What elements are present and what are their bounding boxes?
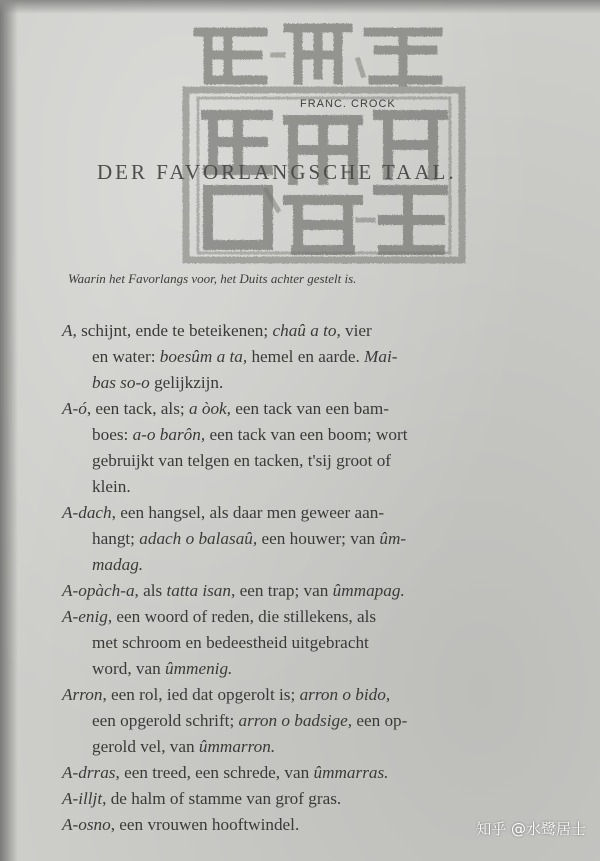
headword: A-ó: [62, 399, 87, 418]
favorlang-phrase: ûmmapag.: [332, 581, 405, 600]
favorlang-phrase: bas so-o: [92, 373, 150, 392]
favorlang-phrase: ûmmarron.: [198, 737, 276, 756]
dutch-gloss: , een woord of reden, die stillekens, als: [107, 607, 377, 626]
entry-line: [62, 656, 542, 682]
headword: A-enig: [62, 607, 108, 626]
dutch-gloss: gerold vel, van: [92, 737, 199, 756]
dictionary-entry: [62, 812, 542, 838]
favorlang-phrase: Mai-: [364, 347, 398, 366]
headword: A: [62, 321, 73, 340]
dutch-gloss: hangt;: [92, 529, 140, 548]
dutch-gloss: een opgerold schrift;: [92, 711, 239, 730]
page-shadow-left: [0, 0, 18, 861]
entry-line: [62, 734, 542, 760]
page-title: DER FAVORLANGSCHE TAAL.: [97, 160, 457, 184]
dutch-gloss: gelijkzijn.: [149, 373, 224, 392]
entry-line: [62, 552, 542, 578]
watermark: [476, 818, 586, 839]
headword: A-opàch-a: [62, 581, 135, 600]
dutch-gloss: met schroom en bedeestheid uitgebracht: [92, 633, 369, 652]
dictionary-entry: [62, 786, 542, 812]
entry-line: [62, 500, 542, 526]
dictionary-entry: [62, 318, 542, 396]
entry-line: [62, 578, 542, 604]
favorlang-phrase: adach o balasaû,: [139, 529, 258, 548]
favorlang-phrase: tatta isan,: [166, 581, 236, 600]
dutch-gloss: vier: [340, 321, 372, 340]
entry-line: [62, 812, 542, 838]
dutch-gloss: , een treed, een schrede, van: [115, 763, 314, 782]
dutch-gloss: een houwer; van: [257, 529, 380, 548]
dutch-gloss: , een hangsel, als daar men geweer aan-: [111, 503, 385, 522]
headword: A-osno: [62, 815, 111, 834]
dutch-gloss: word, van: [92, 659, 166, 678]
entry-line: [62, 630, 542, 656]
entry-line: [62, 344, 542, 370]
watermark-text: 知乎 @水鹭居士: [476, 820, 586, 838]
headword: A-dach: [62, 503, 112, 522]
dutch-gloss: , een vrouwen hooftwindel.: [110, 815, 300, 834]
favorlang-phrase: ûmmarras.: [313, 763, 389, 782]
favorlang-phrase: a òok,: [188, 399, 231, 418]
dutch-gloss: een tack van een boom; wort: [205, 425, 408, 444]
entry-line: [62, 318, 542, 344]
dutch-gloss: , de halm of stamme van grof gras.: [102, 789, 342, 808]
dictionary-entry: [62, 396, 542, 500]
dutch-gloss: een trap; van: [235, 581, 333, 600]
entry-line: [62, 682, 542, 708]
dutch-gloss: klein.: [92, 477, 131, 496]
favorlang-phrase: boesûm a ta,: [159, 347, 248, 366]
favorlang-phrase: chaû a to,: [272, 321, 341, 340]
entry-line: [62, 760, 542, 786]
dutch-gloss: boes:: [92, 425, 133, 444]
dutch-gloss: , als: [134, 581, 167, 600]
page-shadow-top: [0, 0, 600, 14]
favorlang-phrase: ûmmenig.: [165, 659, 233, 678]
seal-caption: FRANC. CROCK: [300, 98, 396, 110]
headword: Arron: [62, 685, 103, 704]
favorlang-phrase: arron o bido,: [299, 685, 391, 704]
page-subtitle: Waarin het Favorlangs voor, het Duits achter gestelt is.: [68, 271, 357, 286]
entry-line: [62, 786, 542, 812]
favorlang-phrase: arron o badsige,: [238, 711, 353, 730]
entry-line: [62, 474, 542, 500]
dutch-gloss: hemel en aarde.: [247, 347, 365, 366]
dutch-gloss: , een tack, als;: [86, 399, 189, 418]
dutch-gloss: en water:: [92, 347, 160, 366]
dictionary-entry: [62, 500, 542, 578]
dutch-gloss: een tack van een bam-: [230, 399, 389, 418]
dictionary-entry: [62, 604, 542, 682]
dutch-gloss: , schijnt, ende te beteikenen;: [72, 321, 273, 340]
dutch-gloss: gebruijkt van telgen en tacken, t'sij groot of: [92, 451, 392, 470]
entry-line: [62, 448, 542, 474]
favorlang-phrase: madag.: [92, 555, 144, 574]
entry-line: [62, 708, 542, 734]
dutch-gloss: , een rol, ied dat opgerolt is;: [102, 685, 300, 704]
dictionary-entry: [62, 682, 542, 760]
dictionary-entry: [62, 760, 542, 786]
headword: A-illjt: [62, 789, 103, 808]
entry-line: [62, 526, 542, 552]
entry-line: [62, 370, 542, 396]
entry-line: [62, 604, 542, 630]
dutch-gloss: een op-: [352, 711, 408, 730]
dictionary-entries: [62, 318, 542, 838]
seal-stamp: [178, 20, 470, 265]
headword: A-drras: [62, 763, 116, 782]
entry-line: [62, 396, 542, 422]
dictionary-entry: [62, 578, 542, 604]
favorlang-phrase: ûm-: [379, 529, 407, 548]
favorlang-phrase: a-o barôn,: [132, 425, 206, 444]
entry-line: [62, 422, 542, 448]
